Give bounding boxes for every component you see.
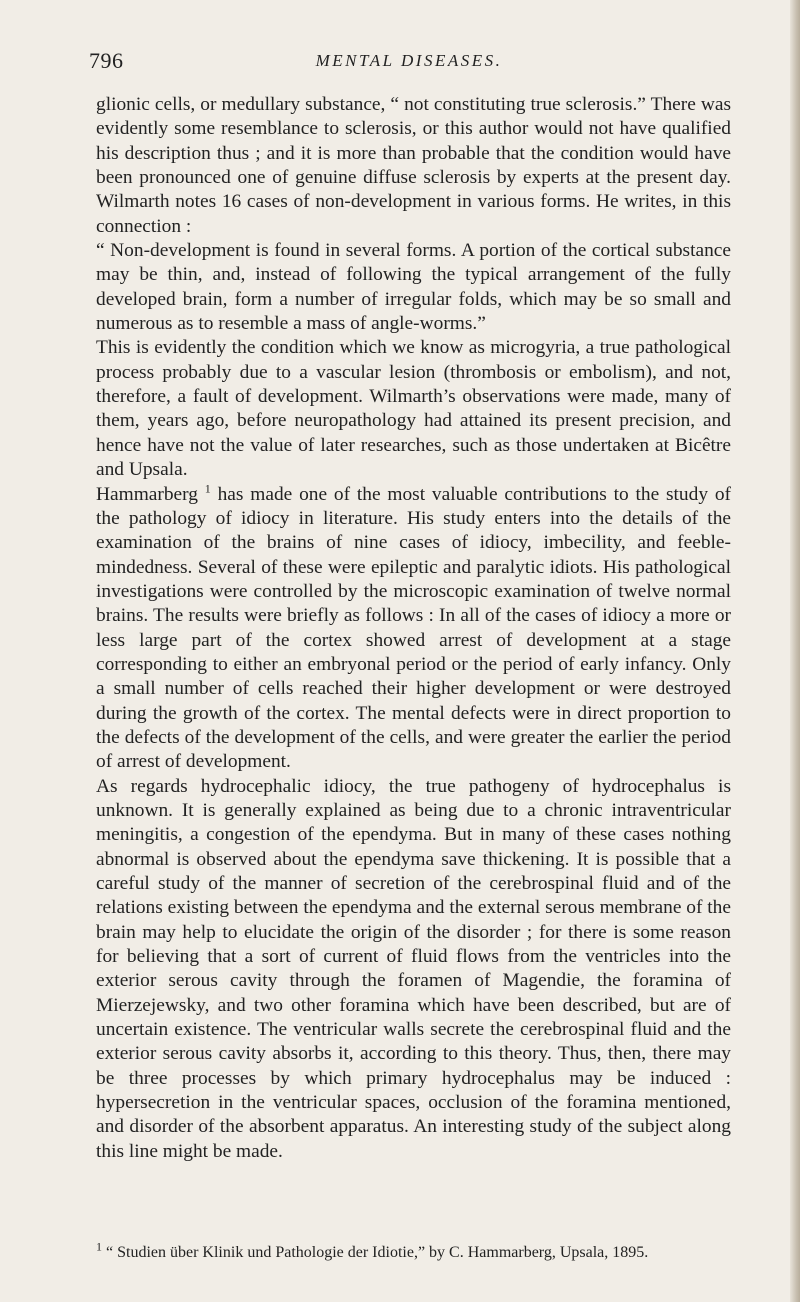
paragraph-microgyria: This is evidently the condition which we know as microgyria, a true pathological process probably due to a vascular lesion (thrombosis or embolism), and not, therefore, a fault of development. Wilmarth’s observations were made, many of them, years ago, before neuropathology had attained its present precision, and hence have not the value of later researches, such as those undertaken at Bicêtre and Upsala. [96,337,731,481]
paragraph-quote: “ Non-development is found in several forms. A portion of the cortical substance may be thin, and, instead of following the typical arrangement of the fully developed brain, form a number of irregular folds, which may be so small and numerous as to resemble a mass of angle-worms.” [96,240,731,335]
footnote [96,1239,731,1264]
footnote-text: “ Studien über Klinik und Pathologie der Idiotie,” by C. Hammarberg, Upsala, 1895. [106,1244,649,1261]
body-text [96,93,731,1164]
author-name: Hammarberg [96,483,198,505]
page-number: 796 [89,48,124,73]
page-header [89,48,729,78]
paragraph-hydrocephalic: As regards hydrocephalic idiocy, the true pathogeny of hydrocephalus is unknown. It is generally explained as being due to a chronic intraventricular meningitis, a congestion of the ependyma. But in many of these cases nothing abnormal is observed about the ependyma save thickening. It is possible that a careful study of the manner of secretion of the cerebrospinal fluid and of the relations existing between the ependyma and the external serous membrane of the brain may help to elucidate the origin of the disorder ; for there is some reason for believing that a sort of current of fluid flows from the ventricles into the exterior serous cavity through the foramen of Magendie, the foramina of Mierzejewsky, and two other foramina which have been described, but are of uncertain existence. The ventricular walls secrete the cerebrospinal fluid and the exterior serous cavity absorbs it, according to this theory. Thus, then, there may be three processes by which primary hydrocephalus may be induced : hypersecretion in the ventricular spaces, occlusion of the foramina mentioned, and disorder of the absorbent apparatus. An interesting study of the subject along this line might be made. [96,775,731,1162]
paragraph-hammarberg [96,483,731,775]
paragraph-hammarberg-text: has made one of the most valuable contributions to the study of the pathology of idiocy in literature. His study enters into the details of the examination of the brains of nine cases of idiocy, imbecility, and feeble-mindedness. Several of these were epileptic and paralytic idiots. His pathological investigations were controlled by the microscopic examination of twelve normal brains. The results were briefly as follows : In all of the cases of idiocy a more or less large part of the cortex showed arrest of development at a stage corresponding to either an embryonal period or the period of early infancy. Only a small number of cells reached their higher development or were destroyed during the growth of the cortex. The mental defects were in direct proportion to the defects of the development of the cells, and were greater the earlier the period of arrest of development. [96,483,731,773]
running-head: MENTAL DISEASES. [315,51,503,70]
footnote-number: 1 [96,1239,102,1254]
paragraph-continued: glionic cells, or medullary substance, “ not constituting true sclerosis.” There was evidently some resemblance to sclerosis, or this author would not have qualified his description thus ; and it is more than probable that the condition would have been pronounced one of genuine diffuse sclerosis by experts at the present day. Wilmarth notes 16 cases of non-development in various forms. He writes, in this connection : [96,94,731,237]
page-edge-shadow [790,0,800,1302]
footnote-marker: 1 [204,481,211,496]
